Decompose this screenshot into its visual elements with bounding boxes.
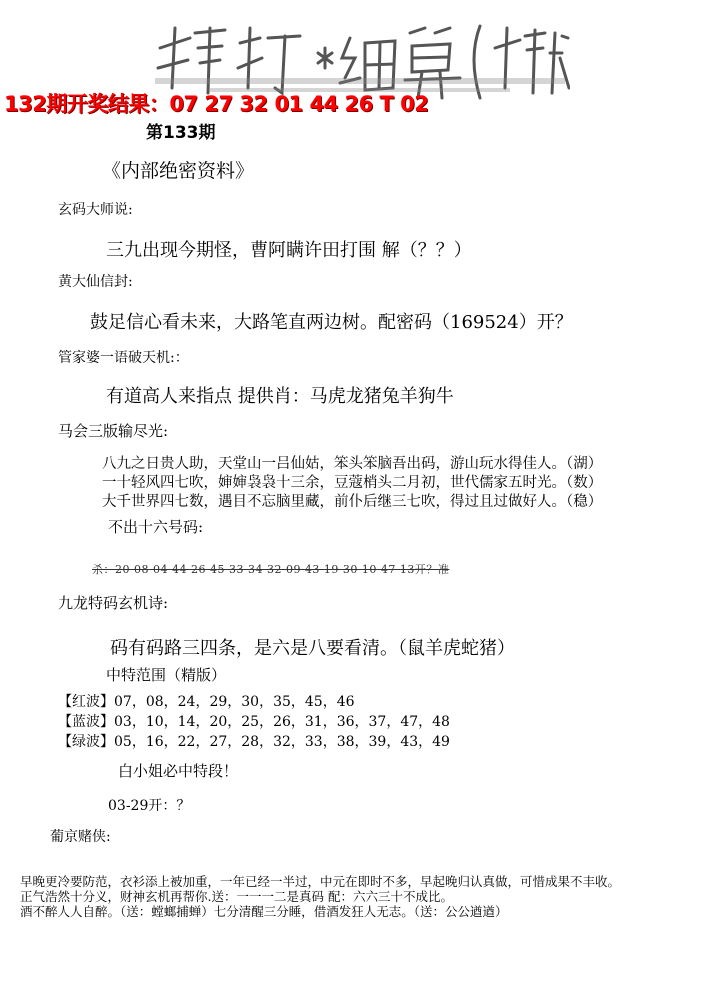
wave-row-green [58,731,450,751]
mahui-line-2: 一十轻风四七吹，婶婶袅袅十三余，豆蔻梢头二月初，世代儒家五时光。（数） [102,475,603,491]
kill-numbers-line: 杀：20 08 04 44 26 45 33 34 32 09 43 19 30 10 47 13开？准 [92,563,450,576]
mahui-line-3: 大千世界四七数，遇目不忘脑里藏，前仆后继三七吹，得过且过做好人。（稳） [102,494,603,510]
wave-numbers: 03，10，14，20，25，26，31，36，37，47，48 [114,714,450,730]
document-title: 《内部绝密资料》 [102,160,255,182]
wave-name: 【绿波】 [58,734,114,750]
wave-row-blue [58,711,450,731]
footer-line-1: 早晚更冷要防范，衣衫添上被加重，一年已经一半过，中元在即时不多，早起晚归认真做，可惜成果不丰收。 [20,874,621,889]
wave-row-red [58,691,355,711]
section-text-jiulong: 码有码路三四条，是六是八要看清。（鼠羊虎蛇猪） [110,638,515,659]
baixiaojie-text: 白小姐必中特段！ [118,762,239,780]
section-label-huangdaxian: 黄大仙信封: [58,274,133,290]
section-text-huangdaxian: 鼓足信心看未来，大路笔直两边树。配密码（169524）开？ [90,312,573,333]
section-label-guanjiapo: 管家婆一语破天机:： [58,350,189,366]
section-text-guanjiapo: 有道高人来指点 提供肖：马虎龙猪兔羊狗牛 [106,386,454,407]
section-label-xuanma: 玄码大师说: [58,202,133,218]
footer-line-2: 正气浩然十分义，财神玄机再帮你.送：一一一二是真码 配：六六三十不成比。 [20,889,453,904]
section-label-range: 中特范围（精版） [106,666,227,684]
section-label-mahui: 马会三版输尽光: [58,422,169,440]
footer-line-3: 酒不醉人人自醉。（送：螳螂捕蝉）七分清醒三分睡，借酒发狂人无志。（送：公公遒遒） [20,904,508,919]
wave-name: 【蓝波】 [58,714,114,730]
section-label-bu16: 不出十六号码: [108,518,204,536]
section-label-jiulong: 九龙特码玄机诗: [58,594,169,612]
wave-numbers: 07，08，24，29，30，35，45，46 [114,694,355,710]
section-label-putao: 葡京赌侠: [50,829,111,845]
section-text-xuanma: 三九出现今期怪，曹阿瞒许田打围 解（？？） [106,240,472,261]
mahui-line-1: 八九之日贵人助，天堂山一吕仙姑，笨头笨脑吾出码，游山玩水得佳人。（湖） [102,456,603,472]
draw-result-line: 132期开奖结果：07 27 32 01 44 26 T 02 [4,92,429,116]
issue-number: 第133期 [146,123,216,143]
wave-numbers: 05，16，22，27，28，32，33，38，39，43，49 [114,734,450,750]
date-line: 03-29开：？ [108,798,191,814]
wave-name: 【红波】 [58,694,114,710]
